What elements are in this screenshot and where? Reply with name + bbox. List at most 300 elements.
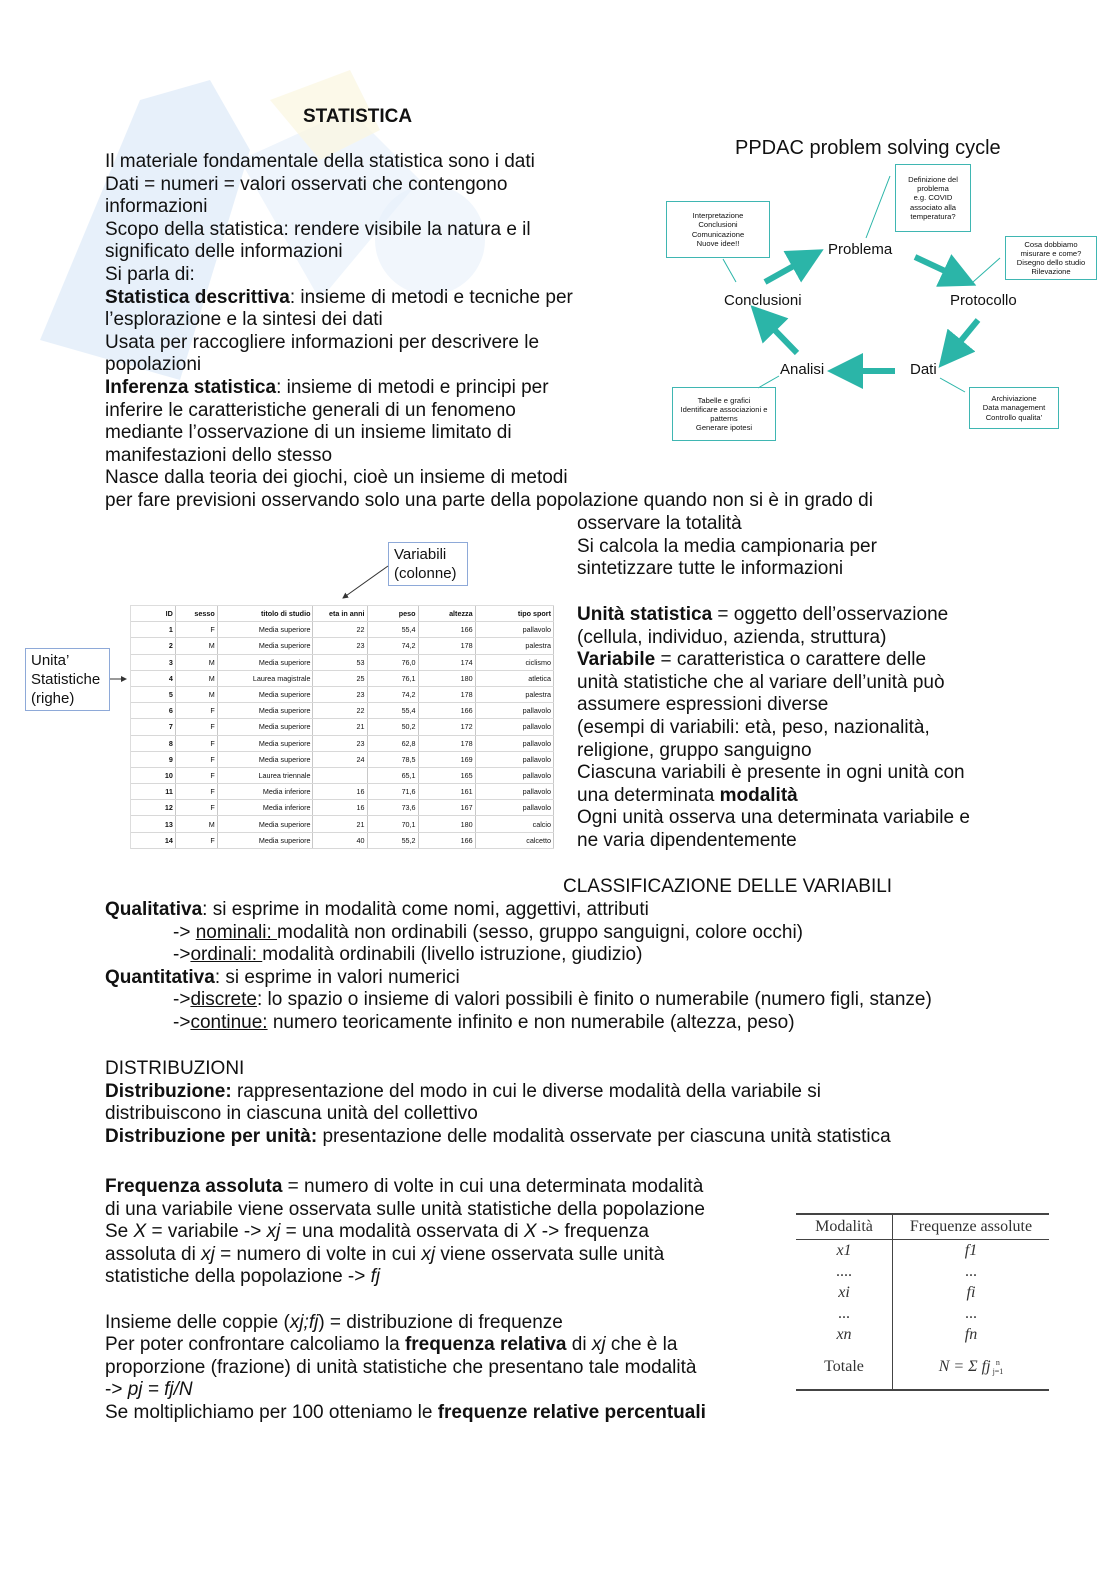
table-cell: 71,6 [367,784,418,800]
table-cell: Media superiore [217,703,313,719]
ordinali-term: ordinali: [190,944,263,966]
freq-table-row [796,1240,1049,1262]
var-xj: xj [421,1243,436,1265]
ppdac-node-problema: Problema [828,241,893,258]
freq-table-row [796,1324,1049,1345]
unita-line2: (cellula, individuo, azienda, struttura) [577,626,887,648]
page-title: STATISTICA [303,106,413,127]
cell: ... [796,1303,893,1324]
col-peso: peso [367,606,418,622]
table-cell: palestra [475,686,553,702]
ppdac-box-analisi [672,387,776,441]
unita-term: Unità statistica [577,604,713,625]
table-cell: 167 [418,800,475,816]
label-variabili-l1: Variabili [394,546,447,563]
var-xj: xj [266,1221,281,1243]
freq-table-total [796,1345,1049,1390]
table-cell: 165 [418,767,475,783]
media-line: Si calcola la media campionaria per [577,535,877,557]
distribuzione-line [105,1081,891,1104]
table-cell: Media inferiore [217,784,313,800]
inferenza-term: Inferenza statistica [105,376,277,398]
label-unita-l3: (righe) [31,690,75,707]
continue-pre: -> [173,1011,191,1033]
table-cell: 74,2 [367,686,418,702]
var-xj: xj [591,1334,606,1356]
table-cell: 9 [131,751,175,767]
table-cell: 7 [131,719,175,735]
discrete-pre: -> [173,989,191,1011]
table-cell: pallavolo [475,735,553,751]
cell: x1 [796,1240,893,1262]
table-cell: 78,5 [367,751,418,767]
freq-assoluta-def: = numero di volte in cui una determinata modalità [282,1176,704,1197]
table-cell: Media superiore [217,686,313,702]
insieme-line [105,1312,706,1335]
table-cell: 23 [313,638,367,654]
cell: ... [965,1304,977,1322]
table-cell: 161 [418,784,475,800]
box-line: Nuove idee!! [696,238,740,248]
table-cell: 4 [131,670,175,686]
data-table-wrap [130,605,554,849]
var-xj: xj [201,1243,215,1265]
freq-assoluta-line [105,1176,706,1199]
col-sesso: sesso [175,606,217,622]
ordinali-def: modalità ordinabili (livello istruzione, giudizio) [262,944,643,966]
table-cell: 180 [418,816,475,832]
txt: -> frequenza [536,1221,649,1243]
variabile-term: Variabile [577,649,656,671]
table-cell [313,767,367,783]
freq-table-row [796,1282,1049,1303]
freq-table [796,1213,1049,1391]
table-row [131,767,554,783]
txt: di [566,1334,592,1356]
classificazione-heading: CLASSIFICAZIONE DELLE VARIABILI [563,876,893,897]
inferenza-line: inferire le caratteristiche generali di un fenomeno [105,399,516,421]
unita-variabile-block [577,604,970,853]
arrow-conclusioni-problema [765,258,808,282]
table-cell: 16 [313,800,367,816]
distribuzione-def: rappresentazione del modo in cui le diverse modalità della variabile si [231,1080,821,1102]
table-cell: palestra [475,638,553,654]
table-cell: 16 [313,784,367,800]
sum-lower: j=1 [992,1367,1004,1376]
intro-line: Il materiale fondamentale della statistica sono i dati [105,151,535,172]
freq-table-header [796,1214,1049,1240]
txt: statistiche della popolazione -> [105,1266,371,1288]
cell: xn [796,1324,893,1345]
variabile-def: = caratteristica o carattere delle [655,649,927,671]
table-cell: 23 [313,735,367,751]
continue-def: numero teoricamente infinito e non numerabile (altezza, peso) [267,1011,795,1033]
cell: ... [965,1262,977,1280]
table-cell: 169 [418,751,475,767]
txt: assoluta di [105,1243,202,1265]
classificazione-block [105,899,932,1035]
modalita-pre: una determinata [577,784,720,806]
ppdac-node-protocollo: Protocollo [950,292,1017,309]
descrittiva-line2: l’esplorazione e la sintesi dei dati [105,309,383,331]
table-cell: 166 [418,622,475,638]
table-cell: pallavolo [475,719,553,735]
data-table [131,606,554,849]
table-label-arrows [0,0,600,700]
table-cell: 21 [313,816,367,832]
table-cell: 2 [131,638,175,654]
modalita-term: modalità [719,784,798,806]
table-cell: 166 [418,703,475,719]
box-line: Comunicazione [691,229,745,239]
ordinali-pre: -> [173,944,191,966]
distribuzione-line2: distribuiscono in ciascuna unità del collettivo [105,1103,478,1125]
distribuzione-term: Distribuzione: [105,1080,232,1102]
table-cell: M [175,816,217,832]
cell: xi [796,1282,893,1303]
table-cell: 1 [131,622,175,638]
table-row [131,800,554,816]
table-cell: 40 [313,832,367,848]
freq-line5 [105,1266,706,1289]
table-cell: 8 [131,735,175,751]
txt: viene osservata sulle unità [435,1243,665,1265]
distribuzioni-block [105,1058,891,1148]
var-fj: fj [370,1266,381,1288]
table-cell: 50,2 [367,719,418,735]
table-cell: Media superiore [217,816,313,832]
ppdac-title: PPDAC problem solving cycle [735,137,1001,159]
freq-table-row [796,1261,1049,1282]
box-line: Data management [982,403,1046,413]
freq-line4 [105,1244,706,1267]
table-cell: 24 [313,751,367,767]
qualitativa-line [105,899,932,922]
table-cell: 62,8 [367,735,418,751]
arrow-analisi-conclusioni [763,318,797,353]
box-line: misurare e come? [1020,248,1082,258]
continue-line [105,1012,932,1035]
total-formula: N = Σ fj [938,1358,991,1375]
table-cell: M [175,654,217,670]
table-cell: M [175,638,217,654]
table-cell: F [175,622,217,638]
intro-line: Dati = numeri = valori osservati che contengono [105,173,508,195]
txt: Se [105,1221,134,1243]
table-cell: Media superiore [217,654,313,670]
table-cell: 178 [418,638,475,654]
table-cell: 55,4 [367,622,418,638]
table-cell: Media superiore [217,622,313,638]
frequenza-block [105,1176,706,1425]
table-cell: 12 [131,800,175,816]
data-table-header [131,606,554,622]
media-line: osservare la totalità [577,513,742,534]
table-row [131,719,554,735]
table-cell: Media inferiore [217,800,313,816]
arrow-problema-protocollo [915,257,960,278]
table-cell: 5 [131,686,175,702]
var-x: X [133,1221,147,1243]
col-sport: tipo sport [475,606,553,622]
percentuali-line [105,1402,706,1425]
nominali-pre: -> [173,921,196,943]
txt: Insieme delle coppie ( [105,1311,290,1333]
unita-def: = oggetto dell’osservazione [712,604,949,625]
variabile-line [577,649,970,672]
inferenza-def: : insieme di metodi e principi per [276,376,549,398]
table-cell: 11 [131,784,175,800]
table-cell: F [175,719,217,735]
table-row [131,622,554,638]
var-x: X [523,1221,537,1243]
table-cell: Media superiore [217,751,313,767]
table-cell: Media superiore [217,735,313,751]
cell: fn [964,1325,978,1343]
col-id: ID [131,606,175,622]
table-cell: 10 [131,767,175,783]
box-line: temperatura? [910,211,956,221]
table-cell: Laurea magistrale [217,670,313,686]
media-line: sintetizzare tutte le informazioni [577,558,844,580]
qualitativa-def: : si esprime in modalità come nomi, aggettivi, attributi [202,899,649,920]
cell: f1 [964,1241,978,1259]
col-altezza: altezza [418,606,475,622]
discrete-def: : lo spazio o insieme di valori possibili è finito o numerabile (numero figli, stanze) [256,989,932,1011]
label-variabili-l2: (colonne) [394,565,457,582]
col-modalita: Modalità [796,1214,893,1240]
intro-line: Si parla di: [105,263,195,285]
variabile-line: unità statistiche che al variare dell’unità può [577,671,945,693]
table-cell: F [175,751,217,767]
box-line: Tabelle e grafici [697,395,751,405]
pj-formula: pj = fj/N [127,1379,193,1401]
table-cell: 178 [418,686,475,702]
table-cell: 23 [313,686,367,702]
variabile-line: religione, gruppo sanguigno [577,739,812,761]
sum-upper: n [995,1358,1000,1367]
variabile-line: assumere espressioni diverse [577,694,829,716]
inferenza-line: manifestazioni dello stesso [105,444,333,466]
label-unita-l2: Statistiche [31,671,101,688]
distribuzione-unita-def: presentazione delle modalità osservate per ciascuna unità statistica [317,1125,891,1147]
table-cell: F [175,703,217,719]
variabile-line: Ciascuna variabili è presente in ogni unità con [577,762,965,784]
table-cell: pallavolo [475,622,553,638]
continue-term: continue: [190,1011,268,1033]
table-cell: 22 [313,622,367,638]
descrittiva-use2: popolazioni [105,354,202,376]
table-cell: F [175,735,217,751]
col-eta: eta in anni [313,606,367,622]
inferenza-line: per fare previsioni osservando solo una parte della popolazione quando non si è in grado di [105,489,873,511]
table-cell: M [175,670,217,686]
table-row [131,751,554,767]
box-line: e.g. COVID [913,193,953,203]
table-cell: 76,1 [367,670,418,686]
txt: = una modalità osservata di [280,1221,524,1243]
freq-relativa-line [105,1334,706,1357]
box-line: problema [917,184,949,194]
proporzione-line: proporzione (frazione) di unità statistiche che presentano tale modalità [105,1356,697,1378]
descrittiva-use: Usata per raccogliere informazioni per descrivere le [105,331,540,353]
table-cell: 174 [418,654,475,670]
box-line: Archiviazione [991,394,1037,404]
total-formula-cell [893,1345,1050,1390]
table-cell: atletica [475,670,553,686]
variabile-line: (esempi di variabili: età, peso, nazionalità, [577,716,930,738]
table-cell: 13 [131,816,175,832]
table-row [131,832,554,848]
table-cell: Media superiore [217,832,313,848]
arrow-protocollo-dati [950,320,978,354]
discrete-line [105,989,932,1012]
inferenza-line: mediante l’osservazione di un insieme limitato di [105,422,512,444]
txt: che è la [605,1334,678,1356]
nominali-def: modalità non ordinabili (sesso, gruppo sanguigni, colore occhi) [277,921,804,943]
table-cell: 166 [418,832,475,848]
discrete-term: discrete [190,989,257,1011]
table-cell: F [175,767,217,783]
col-frequenze: Frequenze assolute [893,1214,1050,1240]
ordinali-line [105,944,932,967]
table-cell: calcetto [475,832,553,848]
txt: Se moltiplichiamo per 100 otteniamo le [105,1401,438,1423]
table-cell: 55,4 [367,703,418,719]
txt: Per poter confrontare calcoliamo la [105,1334,405,1356]
variabile-last2: ne varia dipendentemente [577,829,797,851]
table-cell: 76,0 [367,654,418,670]
table-cell: 74,2 [367,638,418,654]
freq-table-wrap [796,1213,1049,1391]
descrittiva-term: Statistica descrittiva [105,286,290,308]
qualitativa-term: Qualitativa [105,899,203,920]
quantitativa-line [105,967,932,990]
table-cell: F [175,784,217,800]
table-row [131,816,554,832]
cell: fi [966,1283,976,1301]
ppdac-box-protocollo [1005,236,1097,280]
table-cell: 178 [418,735,475,751]
box-line: Generare ipotesi [695,423,753,433]
table-cell: pallavolo [475,751,553,767]
table-cell: 53 [313,654,367,670]
table-cell: Laurea triennale [217,767,313,783]
table-cell: 172 [418,719,475,735]
modalita-line [577,785,970,808]
col-titolo: titolo di studio [217,606,313,622]
table-cell: 14 [131,832,175,848]
quantitativa-term: Quantitativa [105,966,215,988]
table-cell: 22 [313,703,367,719]
table-cell: ciclismo [475,654,553,670]
ppdac-node-dati: Dati [910,361,937,378]
ppdac-node-analisi: Analisi [780,361,825,378]
table-cell: 180 [418,670,475,686]
blank-line [105,1289,706,1312]
table-row [131,638,554,654]
table-cell: pallavolo [475,800,553,816]
table-cell: M [175,686,217,702]
quantitativa-def: : si esprime in valori numerici [214,966,460,988]
unita-line [577,604,970,627]
table-cell: 55,2 [367,832,418,848]
table-cell: 25 [313,670,367,686]
label-unita-l1: Unita’ [31,652,70,669]
table-row [131,784,554,800]
ppdac-box-problema [895,164,971,232]
table-cell: calcio [475,816,553,832]
box-line: Disegno dello studio [1016,258,1086,267]
box-line: Conclusioni [698,220,738,230]
pj-line [105,1379,706,1402]
freq-assoluta-line2: di una variabile viene osservata sulle unità statistiche della popolazione [105,1198,705,1220]
freq-line3 [105,1221,706,1244]
table-row [131,654,554,670]
distribuzione-unita-term: Distribuzione per unità: [105,1125,318,1147]
variabile-last1: Ogni unità osserva una determinata variabile e [577,807,970,829]
intro-line: informazioni [105,196,208,218]
total-label: Totale [796,1345,893,1390]
table-cell: 73,6 [367,800,418,816]
freq-table-row [796,1303,1049,1324]
box-line: Identificare associazioni e [680,404,768,414]
freq-assoluta-term: Frequenza assoluta [105,1176,283,1197]
descrittiva-def: : insieme di metodi e tecniche per [289,286,573,308]
intro-line: Scopo della statistica: rendere visibile la natura e il [105,218,531,240]
distribuzioni-heading: DISTRIBUZIONI [105,1058,245,1079]
nominali-line [105,922,932,945]
txt: = variabile -> [146,1221,267,1243]
box-line: Interpretazione [692,211,744,221]
txt: = numero di volte in cui [214,1243,422,1265]
table-cell: 70,1 [367,816,418,832]
inferenza-line: Nasce dalla teoria dei giochi, cioè un insieme di metodi [105,467,568,489]
box-line: Rilevazione [1031,267,1071,277]
table-cell: Media superiore [217,719,313,735]
ppdac-box-dati [969,387,1059,429]
box-line: Controllo qualita’ [985,412,1043,422]
nominali-term: nominali: [195,921,278,943]
table-row [131,670,554,686]
table-cell: 21 [313,719,367,735]
ppdac-box-conclusioni [666,201,770,258]
freq-relativa-term: frequenza relativa [404,1334,567,1356]
box-line: Cosa dobbiamo [1024,239,1078,249]
table-cell: 6 [131,703,175,719]
intro-line: significato delle informazioni [105,241,343,263]
table-cell: pallavolo [475,784,553,800]
txt: -> [105,1379,128,1401]
table-cell: Media superiore [217,638,313,654]
ppdac-node-conclusioni: Conclusioni [724,292,802,309]
txt: ) = distribuzione di frequenze [318,1311,563,1333]
percentuali-term: frequenze relative percentuali [437,1401,706,1423]
table-cell: pallavolo [475,703,553,719]
cell: .... [796,1261,893,1282]
table-row [131,703,554,719]
table-cell: 65,1 [367,767,418,783]
media-block [577,513,877,581]
table-cell: F [175,832,217,848]
box-line: patterns [710,414,738,423]
table-row [131,735,554,751]
distribuzione-unita-line [105,1126,891,1149]
table-row [131,686,554,702]
table-cell: pallavolo [475,767,553,783]
box-line: Definizione del [908,174,958,184]
table-cell: 3 [131,654,175,670]
